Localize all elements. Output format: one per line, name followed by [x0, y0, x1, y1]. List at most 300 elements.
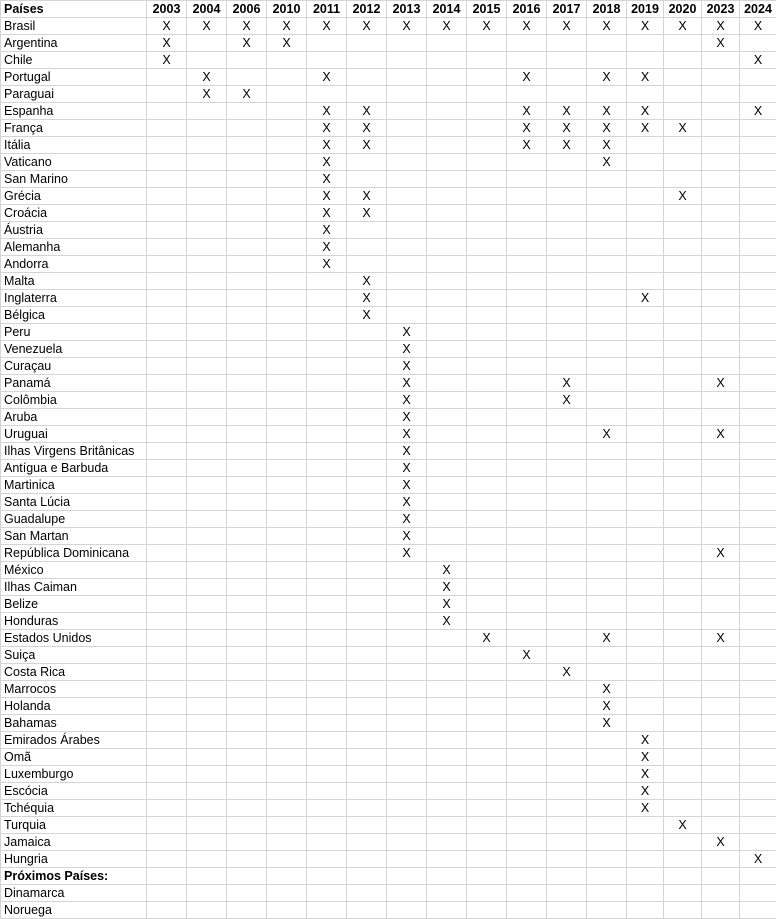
empty-cell [307, 698, 347, 715]
empty-cell [664, 732, 702, 749]
empty-cell [507, 171, 547, 188]
empty-cell [547, 188, 587, 205]
country-name: Ilhas Virgens Britânicas [1, 443, 147, 460]
empty-cell [507, 545, 547, 562]
empty-cell [740, 528, 776, 545]
table-row [1, 171, 776, 188]
empty-cell [467, 205, 507, 222]
empty-cell [307, 579, 347, 596]
empty-cell [267, 732, 307, 749]
empty-cell [467, 511, 507, 528]
empty-cell [507, 358, 547, 375]
year-header-2019: 2019 [627, 1, 664, 18]
empty-cell [187, 426, 227, 443]
country-name: Antígua e Barbuda [1, 460, 147, 477]
empty-cell [664, 902, 702, 919]
empty-cell [147, 256, 187, 273]
empty-cell [427, 817, 467, 834]
empty-cell [347, 885, 387, 902]
empty-cell [387, 103, 427, 120]
empty-cell [467, 460, 507, 477]
empty-cell [147, 205, 187, 222]
empty-cell [227, 256, 267, 273]
empty-cell [547, 562, 587, 579]
empty-cell [587, 647, 627, 664]
empty-cell [740, 409, 776, 426]
visit-mark: X [307, 256, 347, 273]
empty-cell [507, 460, 547, 477]
empty-cell [547, 35, 587, 52]
empty-cell [507, 307, 547, 324]
empty-cell [267, 375, 307, 392]
empty-cell [267, 324, 307, 341]
empty-cell [627, 494, 664, 511]
empty-cell [702, 69, 740, 86]
visit-mark: X [627, 800, 664, 817]
empty-cell [307, 528, 347, 545]
empty-cell [547, 307, 587, 324]
visit-mark: X [627, 120, 664, 137]
empty-cell [664, 375, 702, 392]
empty-cell [387, 817, 427, 834]
empty-cell [587, 375, 627, 392]
empty-cell [547, 715, 587, 732]
empty-cell [187, 137, 227, 154]
visit-mark: X [547, 120, 587, 137]
empty-cell [227, 562, 267, 579]
empty-cell [627, 324, 664, 341]
empty-cell [427, 103, 467, 120]
visit-mark: X [227, 35, 267, 52]
empty-cell [267, 460, 307, 477]
visit-mark: X [187, 18, 227, 35]
empty-cell [187, 562, 227, 579]
empty-cell [702, 324, 740, 341]
table-row [1, 732, 776, 749]
empty-cell [664, 800, 702, 817]
empty-cell [664, 715, 702, 732]
next-countries-section-row [1, 868, 776, 885]
empty-cell [467, 749, 507, 766]
empty-cell [147, 715, 187, 732]
country-name: Peru [1, 324, 147, 341]
visit-mark: X [507, 103, 547, 120]
empty-cell [147, 222, 187, 239]
empty-cell [147, 341, 187, 358]
empty-cell [587, 834, 627, 851]
empty-cell [187, 477, 227, 494]
empty-cell [307, 596, 347, 613]
empty-cell [227, 69, 267, 86]
empty-cell [147, 766, 187, 783]
empty-cell [347, 698, 387, 715]
empty-cell [147, 596, 187, 613]
empty-cell [547, 256, 587, 273]
country-name: San Martan [1, 528, 147, 545]
empty-cell [387, 715, 427, 732]
empty-cell [627, 256, 664, 273]
empty-cell [547, 239, 587, 256]
empty-cell [664, 783, 702, 800]
empty-cell [627, 222, 664, 239]
next-country-row [1, 902, 776, 919]
empty-cell [387, 562, 427, 579]
visit-mark: X [702, 426, 740, 443]
empty-cell [347, 69, 387, 86]
empty-cell [147, 732, 187, 749]
visit-mark: X [507, 18, 547, 35]
country-name: Holanda [1, 698, 147, 715]
empty-cell [467, 698, 507, 715]
visit-mark: X [387, 409, 427, 426]
visit-mark: X [387, 494, 427, 511]
empty-cell [507, 52, 547, 69]
empty-cell [147, 630, 187, 647]
year-header-2004: 2004 [187, 1, 227, 18]
empty-cell [740, 868, 776, 885]
empty-cell [307, 35, 347, 52]
empty-cell [507, 613, 547, 630]
empty-cell [664, 664, 702, 681]
empty-cell [702, 647, 740, 664]
empty-cell [187, 868, 227, 885]
country-name: Honduras [1, 613, 147, 630]
empty-cell [740, 596, 776, 613]
country-name: Martinica [1, 477, 147, 494]
empty-cell [187, 375, 227, 392]
year-header-2003: 2003 [147, 1, 187, 18]
empty-cell [664, 392, 702, 409]
empty-cell [147, 273, 187, 290]
table-row [1, 69, 776, 86]
visit-mark: X [702, 35, 740, 52]
empty-cell [227, 324, 267, 341]
empty-cell [387, 681, 427, 698]
country-name: Croácia [1, 205, 147, 222]
table-row [1, 460, 776, 477]
empty-cell [627, 511, 664, 528]
empty-cell [467, 477, 507, 494]
empty-cell [347, 154, 387, 171]
table-row [1, 681, 776, 698]
empty-cell [664, 477, 702, 494]
empty-cell [187, 698, 227, 715]
empty-cell [387, 664, 427, 681]
empty-cell [307, 273, 347, 290]
empty-cell [507, 868, 547, 885]
empty-cell [267, 290, 307, 307]
year-header-2023: 2023 [702, 1, 740, 18]
visit-mark: X [627, 732, 664, 749]
table-row [1, 749, 776, 766]
visit-mark: X [587, 103, 627, 120]
visit-mark: X [387, 18, 427, 35]
empty-cell [627, 409, 664, 426]
empty-cell [467, 545, 507, 562]
visit-mark: X [387, 460, 427, 477]
visit-mark: X [347, 120, 387, 137]
empty-cell [387, 783, 427, 800]
empty-cell [147, 239, 187, 256]
year-header-2010: 2010 [267, 1, 307, 18]
empty-cell [507, 511, 547, 528]
empty-cell [587, 817, 627, 834]
empty-cell [427, 902, 467, 919]
empty-cell [387, 273, 427, 290]
empty-cell [507, 851, 547, 868]
next-country-name: Noruega [1, 902, 147, 919]
visit-mark: X [147, 35, 187, 52]
empty-cell [507, 698, 547, 715]
visit-mark: X [307, 188, 347, 205]
table-row [1, 613, 776, 630]
empty-cell [702, 528, 740, 545]
empty-cell [227, 290, 267, 307]
table-row [1, 477, 776, 494]
empty-cell [740, 800, 776, 817]
country-name: Suiça [1, 647, 147, 664]
table-row [1, 307, 776, 324]
empty-cell [547, 69, 587, 86]
empty-cell [187, 766, 227, 783]
table-row [1, 817, 776, 834]
empty-cell [627, 596, 664, 613]
table-row [1, 783, 776, 800]
empty-cell [347, 392, 387, 409]
empty-cell [664, 698, 702, 715]
empty-cell [702, 409, 740, 426]
empty-cell [387, 307, 427, 324]
empty-cell [587, 256, 627, 273]
empty-cell [702, 511, 740, 528]
empty-cell [187, 409, 227, 426]
empty-cell [627, 545, 664, 562]
empty-cell [702, 137, 740, 154]
empty-cell [427, 783, 467, 800]
empty-cell [740, 307, 776, 324]
empty-cell [307, 834, 347, 851]
empty-cell [147, 647, 187, 664]
empty-cell [740, 120, 776, 137]
empty-cell [147, 69, 187, 86]
empty-cell [427, 341, 467, 358]
empty-cell [507, 885, 547, 902]
empty-cell [664, 579, 702, 596]
empty-cell [427, 86, 467, 103]
year-header-2024: 2024 [740, 1, 776, 18]
country-name: Luxemburgo [1, 766, 147, 783]
country-name: Itália [1, 137, 147, 154]
empty-cell [387, 137, 427, 154]
empty-cell [740, 35, 776, 52]
empty-cell [267, 817, 307, 834]
country-name: Curaçau [1, 358, 147, 375]
empty-cell [267, 613, 307, 630]
empty-cell [187, 35, 227, 52]
empty-cell [664, 596, 702, 613]
empty-cell [547, 851, 587, 868]
table-row [1, 443, 776, 460]
empty-cell [467, 868, 507, 885]
empty-cell [702, 154, 740, 171]
empty-cell [227, 868, 267, 885]
empty-cell [147, 477, 187, 494]
empty-cell [664, 426, 702, 443]
visit-mark: X [627, 290, 664, 307]
empty-cell [702, 358, 740, 375]
empty-cell [740, 69, 776, 86]
empty-cell [740, 86, 776, 103]
empty-cell [740, 681, 776, 698]
visit-mark: X [387, 511, 427, 528]
country-name: Paraguai [1, 86, 147, 103]
empty-cell [702, 120, 740, 137]
empty-cell [740, 273, 776, 290]
empty-cell [347, 86, 387, 103]
visit-mark: X [587, 154, 627, 171]
year-header-2011: 2011 [307, 1, 347, 18]
empty-cell [187, 800, 227, 817]
empty-cell [227, 375, 267, 392]
empty-cell [187, 834, 227, 851]
empty-cell [664, 647, 702, 664]
empty-cell [587, 783, 627, 800]
empty-cell [740, 460, 776, 477]
empty-cell [547, 341, 587, 358]
year-header-2006: 2006 [227, 1, 267, 18]
empty-cell [547, 545, 587, 562]
empty-cell [267, 171, 307, 188]
empty-cell [267, 783, 307, 800]
empty-cell [627, 375, 664, 392]
empty-cell [702, 171, 740, 188]
empty-cell [627, 443, 664, 460]
country-name: Santa Lúcia [1, 494, 147, 511]
empty-cell [347, 511, 387, 528]
empty-cell [740, 426, 776, 443]
empty-cell [147, 188, 187, 205]
empty-cell [507, 732, 547, 749]
empty-cell [347, 443, 387, 460]
empty-cell [187, 188, 227, 205]
visit-mark: X [740, 103, 776, 120]
empty-cell [547, 902, 587, 919]
visit-mark: X [347, 307, 387, 324]
empty-cell [507, 681, 547, 698]
empty-cell [702, 86, 740, 103]
empty-cell [547, 443, 587, 460]
empty-cell [702, 222, 740, 239]
year-header-2018: 2018 [587, 1, 627, 18]
table-row [1, 120, 776, 137]
empty-cell [187, 205, 227, 222]
empty-cell [307, 443, 347, 460]
visit-mark: X [387, 392, 427, 409]
country-name: Marrocos [1, 681, 147, 698]
next-country-name: Dinamarca [1, 885, 147, 902]
empty-cell [267, 120, 307, 137]
empty-cell [627, 460, 664, 477]
visit-mark: X [587, 698, 627, 715]
visit-mark: X [702, 630, 740, 647]
empty-cell [267, 307, 307, 324]
table-row [1, 630, 776, 647]
empty-cell [547, 290, 587, 307]
country-name: Áustria [1, 222, 147, 239]
empty-cell [467, 426, 507, 443]
table-row [1, 86, 776, 103]
empty-cell [187, 681, 227, 698]
empty-cell [740, 392, 776, 409]
empty-cell [627, 647, 664, 664]
visit-mark: X [347, 290, 387, 307]
country-name: Emirados Árabes [1, 732, 147, 749]
empty-cell [307, 664, 347, 681]
table-row [1, 205, 776, 222]
empty-cell [702, 239, 740, 256]
empty-cell [307, 290, 347, 307]
empty-cell [307, 358, 347, 375]
empty-cell [740, 137, 776, 154]
empty-cell [187, 120, 227, 137]
empty-cell [507, 290, 547, 307]
empty-cell [587, 885, 627, 902]
empty-cell [347, 545, 387, 562]
empty-cell [187, 341, 227, 358]
empty-cell [702, 664, 740, 681]
country-name: Alemanha [1, 239, 147, 256]
empty-cell [702, 494, 740, 511]
empty-cell [664, 630, 702, 647]
visit-mark: X [547, 392, 587, 409]
country-name: Malta [1, 273, 147, 290]
empty-cell [467, 239, 507, 256]
table-row [1, 562, 776, 579]
empty-cell [267, 545, 307, 562]
empty-cell [267, 69, 307, 86]
table-row [1, 494, 776, 511]
empty-cell [347, 732, 387, 749]
visit-mark: X [387, 426, 427, 443]
visit-mark: X [307, 18, 347, 35]
empty-cell [267, 664, 307, 681]
empty-cell [547, 885, 587, 902]
country-name: França [1, 120, 147, 137]
empty-cell [547, 222, 587, 239]
visit-mark: X [702, 834, 740, 851]
empty-cell [627, 52, 664, 69]
empty-cell [227, 545, 267, 562]
empty-cell [187, 613, 227, 630]
empty-cell [267, 239, 307, 256]
visit-mark: X [307, 154, 347, 171]
country-name: Chile [1, 52, 147, 69]
visit-mark: X [627, 18, 664, 35]
empty-cell [547, 868, 587, 885]
empty-cell [587, 460, 627, 477]
empty-cell [427, 460, 467, 477]
empty-cell [387, 800, 427, 817]
empty-cell [587, 545, 627, 562]
table-row [1, 341, 776, 358]
table-row [1, 392, 776, 409]
empty-cell [427, 426, 467, 443]
empty-cell [740, 443, 776, 460]
empty-cell [347, 817, 387, 834]
empty-cell [740, 766, 776, 783]
empty-cell [627, 613, 664, 630]
visit-mark: X [307, 103, 347, 120]
